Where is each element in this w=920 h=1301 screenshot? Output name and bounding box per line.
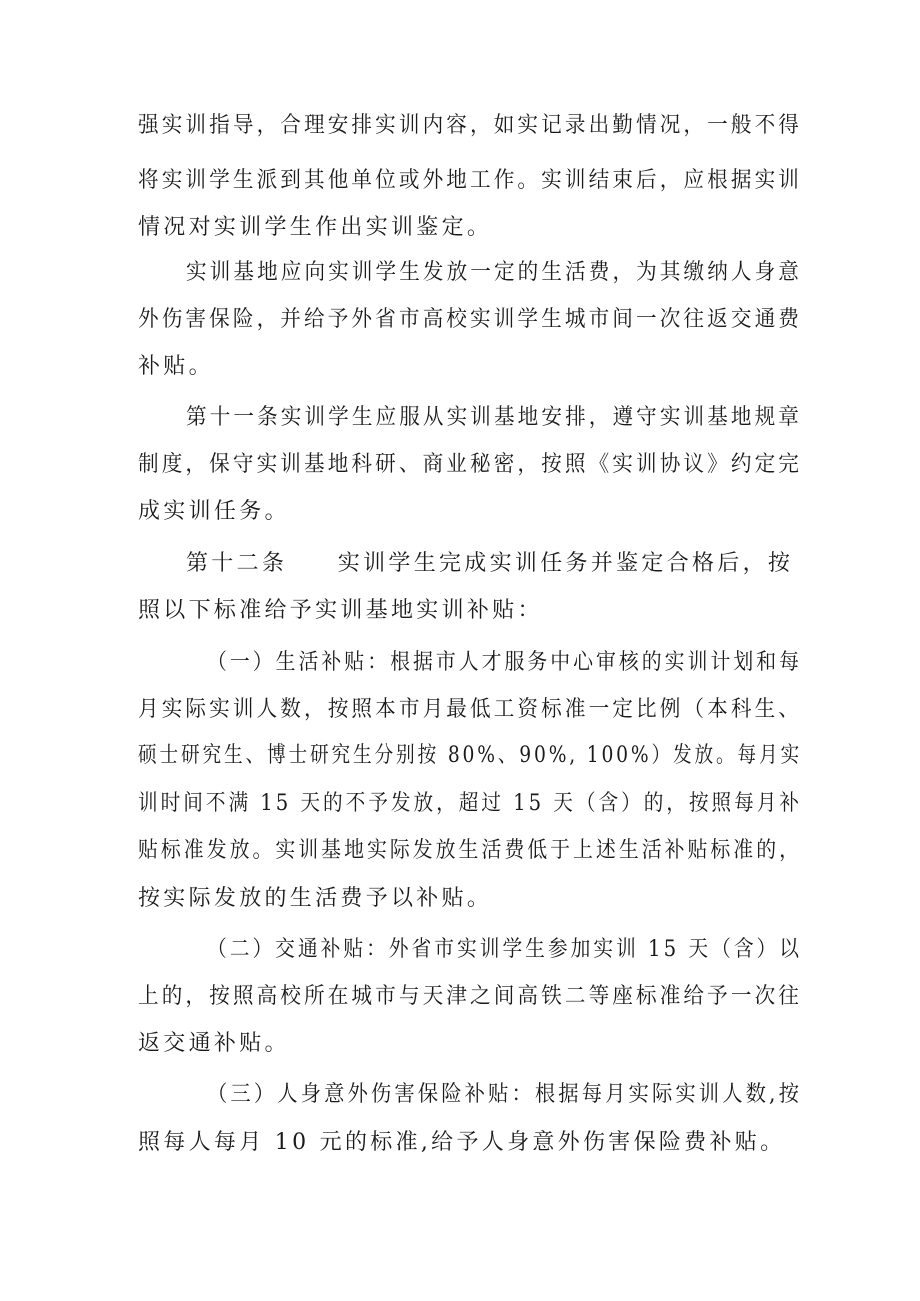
- text-line: 贴标准发放。实训基地实际发放生活费低于上述生活补贴标准的，: [138, 838, 802, 863]
- text-line: 成实训任务。: [138, 499, 290, 524]
- text-line: （二）交通补贴：外省市实训学生参加实训 15 天（含）以: [207, 937, 802, 962]
- text-line: （三）人身意外伤害保险补贴：根据每月实际实训人数,按: [207, 1082, 802, 1107]
- text-line: 第十一条实训学生应服从实训基地安排，遵守实训基地规章: [186, 405, 802, 430]
- text-line: 情况对实训学生作出实训鉴定。: [138, 215, 493, 240]
- text-line: 实训基地应向实训学生发放一定的生活费，为其缴纳人身意: [186, 260, 802, 285]
- text-line: 强实训指导，合理安排实训内容，如实记录出勤情况，一般不得: [138, 113, 802, 138]
- text-line: 第十二条 实训学生完成实训任务并鉴定合格后，按: [186, 551, 794, 576]
- text-line: （一）生活补贴：根据市人才服务中心审核的实训计划和每: [207, 650, 802, 675]
- text-line: 补贴。: [138, 354, 214, 379]
- text-line: 照以下标准给予实训基地实训补贴：: [138, 598, 543, 623]
- text-line: 按实际发放的生活费予以补贴。: [138, 886, 493, 911]
- text-line: 返交通补贴。: [138, 1031, 290, 1056]
- text-line: 月实际实训人数，按照本市月最低工资标准一定比例（本科生、: [138, 697, 802, 722]
- text-line: 硕士研究生、博士研究生分别按 80%、90%, 100%）发放。每月实: [138, 743, 802, 768]
- text-line: 制度，保守实训基地科研、商业秘密，按照《实训协议》约定完: [138, 452, 802, 477]
- text-line: 将实训学生派到其他单位或外地工作。实训结束后，应根据实训: [138, 168, 802, 193]
- text-line: 照每人每月 10 元的标准,给予人身意外伤害保险费补贴。: [138, 1130, 786, 1155]
- text-line: 上的，按照高校所在城市与天津之间高铁二等座标准给予一次往: [138, 984, 802, 1009]
- text-line: 外伤害保险，并给予外省市高校实训学生城市间一次往返交通费: [138, 307, 802, 332]
- text-line: 训时间不满 15 天的不予发放，超过 15 天（含）的，按照每月补: [138, 791, 802, 816]
